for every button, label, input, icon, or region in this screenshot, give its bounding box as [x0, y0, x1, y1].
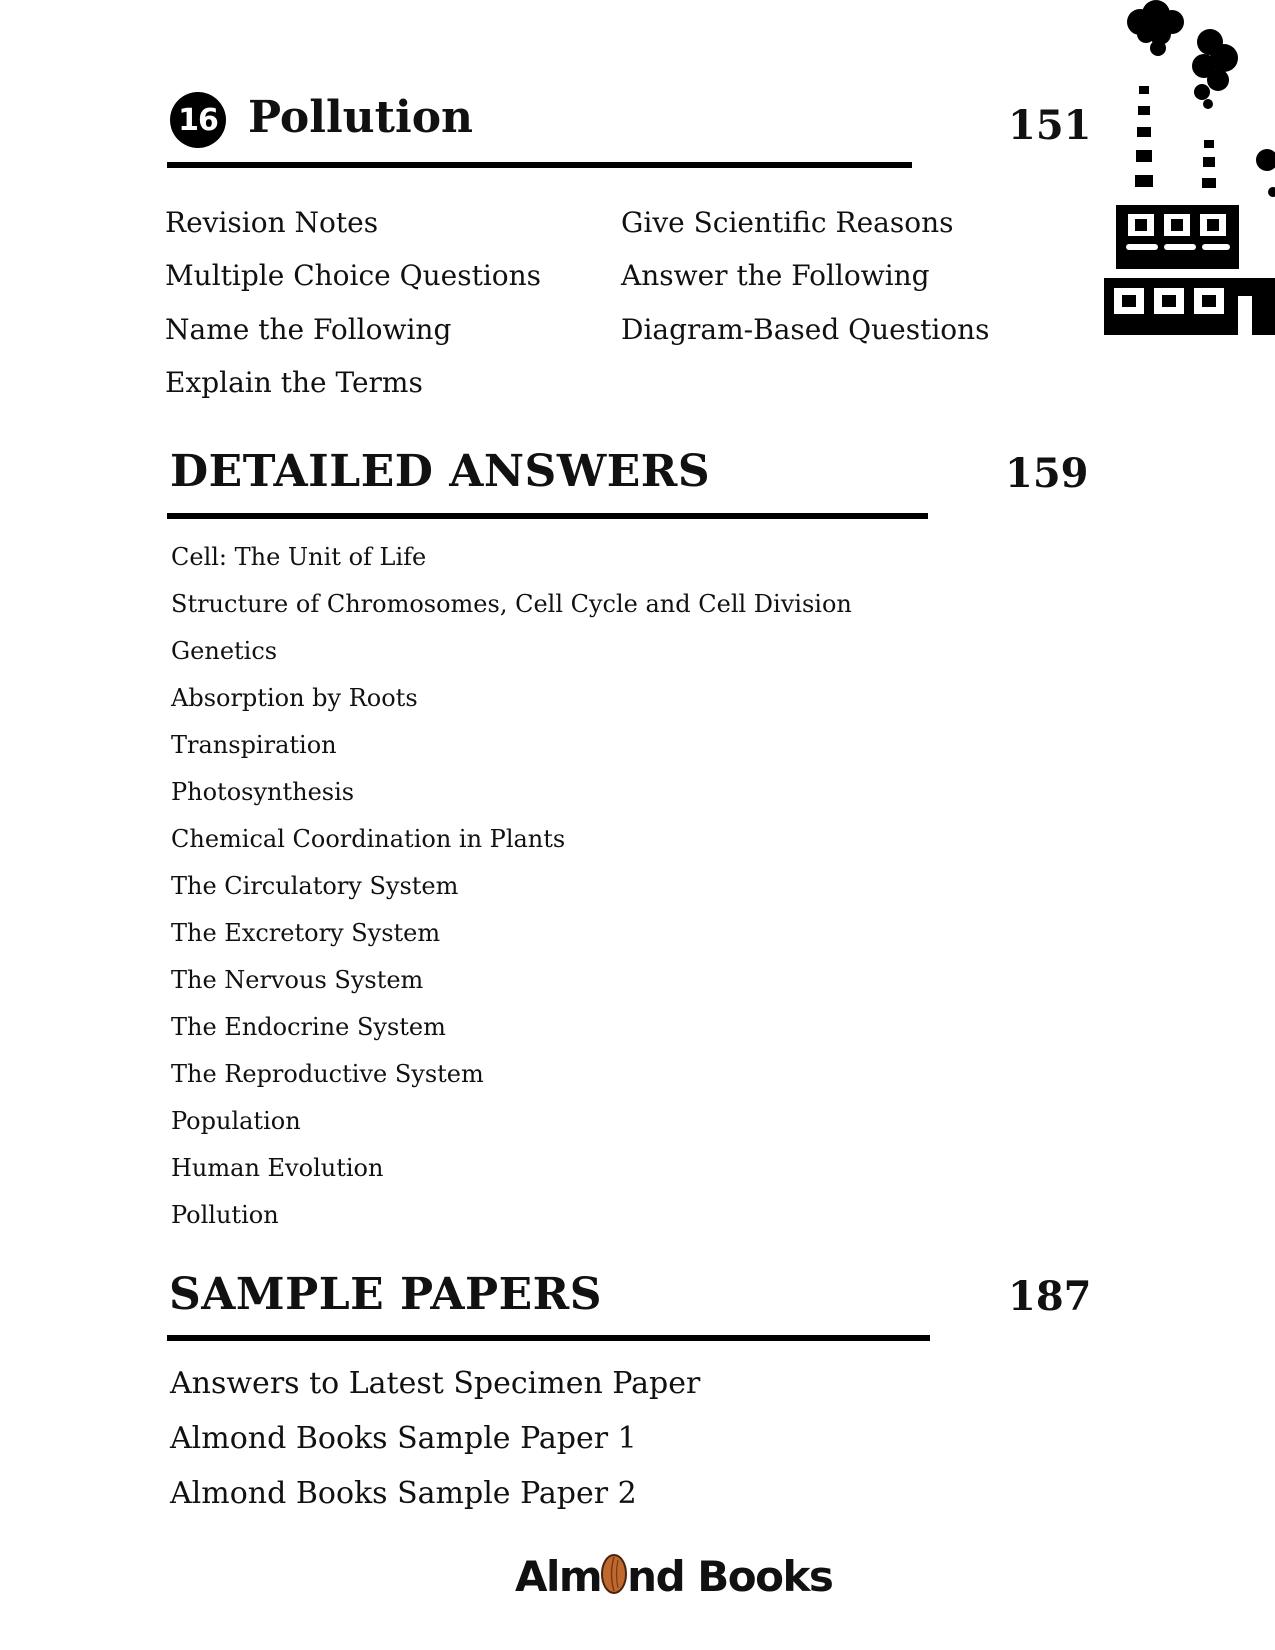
section-page-number: 159 [1005, 450, 1089, 497]
answer-item[interactable]: Absorption by Roots [171, 684, 418, 712]
topic-item[interactable]: Name the Following [165, 313, 452, 346]
chapter-title[interactable]: Pollution [248, 92, 474, 143]
answer-item[interactable]: Pollution [171, 1201, 279, 1229]
answer-item[interactable]: Human Evolution [171, 1154, 384, 1182]
answer-item[interactable]: Cell: The Unit of Life [171, 543, 427, 571]
chapter-page-number: 151 [1008, 102, 1092, 149]
section-divider [167, 513, 928, 519]
section-title-sample-papers[interactable]: SAMPLE PAPERS [169, 1269, 602, 1320]
answer-item[interactable]: Photosynthesis [171, 778, 355, 806]
chapter-number: 16 [178, 102, 218, 138]
answer-item[interactable]: The Circulatory System [171, 872, 459, 900]
logo-text-end: nd Books [627, 1552, 833, 1601]
factory-pollution-icon [1100, 0, 1275, 344]
answer-item[interactable]: Structure of Chromosomes, Cell Cycle and Cell Division [171, 590, 852, 618]
sample-paper-item[interactable]: Answers to Latest Specimen Paper [170, 1366, 701, 1401]
topic-item[interactable]: Revision Notes [165, 206, 379, 239]
answer-item[interactable]: The Excretory System [171, 919, 441, 947]
section-page-number: 187 [1008, 1273, 1092, 1320]
answer-item[interactable]: Population [171, 1107, 301, 1135]
answer-item[interactable]: The Reproductive System [171, 1060, 484, 1088]
answer-item[interactable]: Transpiration [171, 731, 337, 759]
section-divider [167, 1335, 930, 1341]
topic-item[interactable]: Explain the Terms [165, 366, 423, 399]
topic-item[interactable]: Diagram-Based Questions [621, 313, 990, 346]
answer-item[interactable]: The Nervous System [171, 966, 424, 994]
topic-item[interactable]: Multiple Choice Questions [165, 259, 542, 292]
chapter-number-badge [170, 92, 226, 148]
answer-item[interactable]: The Endocrine System [171, 1013, 446, 1041]
almond-books-logo [515, 1551, 832, 1607]
topic-item[interactable]: Give Scientific Reasons [621, 206, 954, 239]
topic-item[interactable]: Answer the Following [621, 259, 930, 292]
answer-item[interactable]: Genetics [171, 637, 278, 665]
sample-paper-item[interactable]: Almond Books Sample Paper 2 [170, 1476, 637, 1511]
logo-text-start: Alm [515, 1552, 602, 1601]
section-title-detailed-answers[interactable]: DETAILED ANSWERS [170, 446, 711, 497]
chapter-divider [167, 162, 912, 168]
sample-paper-item[interactable]: Almond Books Sample Paper 1 [170, 1421, 637, 1456]
almond-icon [599, 1553, 629, 1607]
answer-item[interactable]: Chemical Coordination in Plants [171, 825, 566, 853]
